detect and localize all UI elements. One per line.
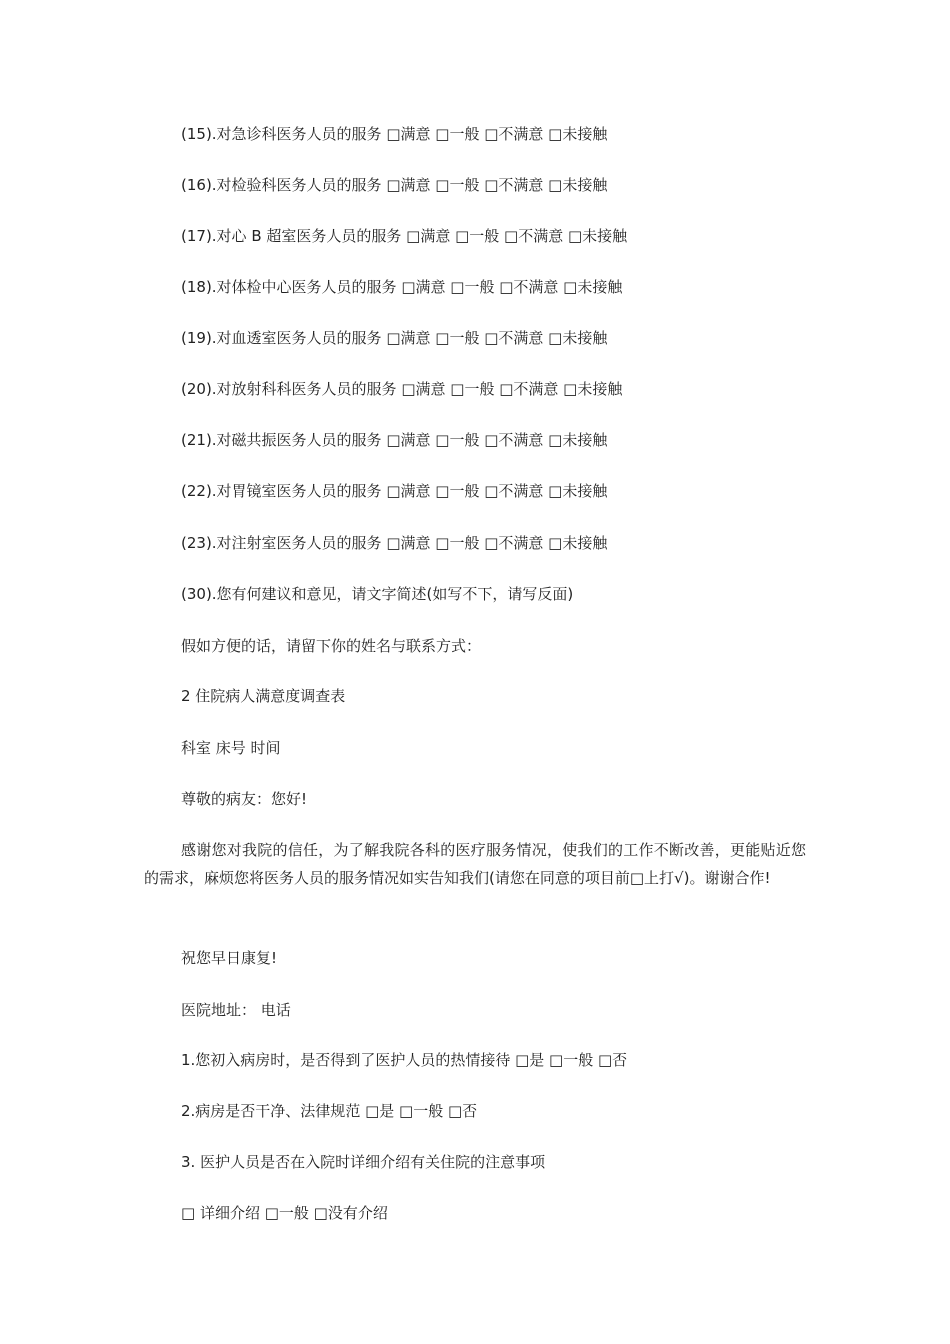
department-bed-time: 科室 床号 时间 — [181, 739, 281, 757]
wish-recovery: 祝您早日康复! — [181, 949, 278, 967]
survey-item-19: (19).对血透室医务人员的服务 □满意 □一般 □不满意 □未接触 — [181, 329, 608, 347]
question-3-options: □ 详细介绍 □一般 □没有介绍 — [181, 1204, 388, 1222]
section-title: 2 住院病人满意度调查表 — [181, 687, 346, 705]
survey-item-15: (15).对急诊科医务人员的服务 □满意 □一般 □不满意 □未接触 — [181, 125, 608, 143]
survey-item-18: (18).对体检中心医务人员的服务 □满意 □一般 □不满意 □未接触 — [181, 278, 623, 296]
survey-item-20: (20).对放射科科医务人员的服务 □满意 □一般 □不满意 □未接触 — [181, 380, 623, 398]
intro-paragraph: 感谢您对我院的信任，为了解我院各科的医疗服务情况，使我们的工作不断改善，更能贴近您的需求，麻烦您将医务人员的服务情况如实告知我们(请您在同意的项目前□上打√)。谢谢合作! — [144, 841, 806, 887]
hospital-address-phone: 医院地址： 电话 — [181, 1001, 291, 1019]
question-3: 3. 医护人员是否在入院时详细介绍有关住院的注意事项 — [181, 1153, 546, 1171]
survey-item-23: (23).对注射室医务人员的服务 □满意 □一般 □不满意 □未接触 — [181, 534, 608, 552]
greeting: 尊敬的病友：您好! — [181, 790, 308, 808]
survey-item-22: (22).对胃镜室医务人员的服务 □满意 □一般 □不满意 □未接触 — [181, 482, 608, 500]
survey-item-17: (17).对心 B 超室医务人员的服务 □满意 □一般 □不满意 □未接触 — [181, 227, 628, 245]
question-1: 1.您初入病房时，是否得到了医护人员的热情接待 □是 □一般 □否 — [181, 1051, 628, 1069]
question-2: 2.病房是否干净、法律规范 □是 □一般 □否 — [181, 1102, 478, 1120]
survey-item-30: (30).您有何建议和意见，请文字简述(如写不下，请写反面) — [181, 585, 574, 603]
survey-item-16: (16).对检验科医务人员的服务 □满意 □一般 □不满意 □未接触 — [181, 176, 608, 194]
survey-item-21: (21).对磁共振医务人员的服务 □满意 □一般 □不满意 □未接触 — [181, 431, 608, 449]
contact-request: 假如方便的话，请留下你的姓名与联系方式： — [181, 637, 482, 655]
